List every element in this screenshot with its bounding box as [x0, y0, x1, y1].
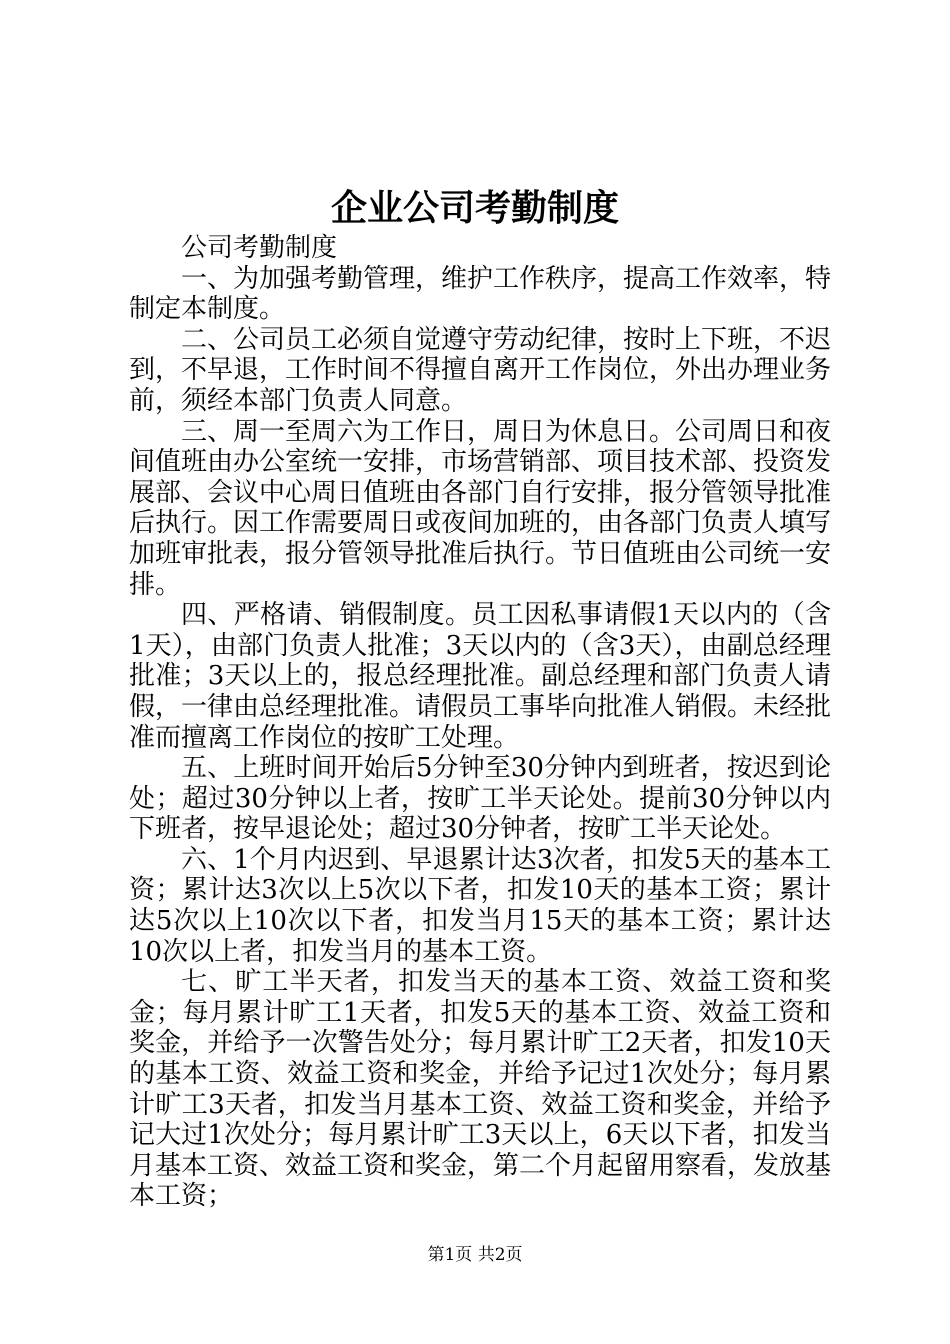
paragraph-5: 五、上班时间开始后5分钟至30分钟内到班者，按迟到论处；超过30分钟以上者，按旷工半天论处。提前30分钟以内下班者，按早退论处；超过30分钟者，按旷工半天论处。	[129, 753, 831, 845]
paragraph-6: 六、1个月内迟到、早退累计达3次者，扣发5天的基本工资；累计达3次以上5次以下者，扣发10天的基本工资；累计达5次以上10次以下者，扣发当月15天的基本工资；累计达10次以上者，扣发当月的基本工资。	[129, 844, 831, 967]
document-body	[129, 233, 831, 1212]
paragraph-1: 一、为加强考勤管理，维护工作秩序，提高工作效率，特制定本制度。	[129, 263, 832, 325]
paragraph-subtitle: 公司考勤制度	[181, 233, 338, 263]
paragraph-7: 七、旷工半天者，扣发当天的基本工资、效益工资和奖金；每月累计旷工1天者，扣发5天的基本工资、效益工资和奖金，并给予一次警告处分；每月累计旷工2天者，扣发10天的基本工资、效益工资和奖金，并给予记过1次处分；每月累计旷工3天者，扣发当月基本工资、效益工资和奖金，并给予记大过1次处分；每月累计旷工3天以上，6天以下者，扣发当月基本工资、效益工资和奖金，第二个月起留用察看，发放基本工资；	[129, 967, 832, 1212]
document-title: 企业公司考勤制度	[330, 187, 619, 229]
page-footer: 第1页 共2页	[427, 1245, 523, 1265]
paragraph-2: 二、公司员工必须自觉遵守劳动纪律，按时上下班，不迟到，不早退，工作时间不得擅自离开工作岗位，外出办理业务前，须经本部门负责人同意。	[129, 324, 832, 416]
paragraph-4: 四、严格请、销假制度。员工因私事请假1天以内的（含1天），由部门负责人批准；3天以内的（含3天），由副总经理批准；3天以上的，报总经理批准。副总经理和部门负责人请假，一律由总经理批准。请假员工事毕向批准人销假。未经批准而擅离工作岗位的按旷工处理。	[129, 600, 832, 753]
paragraph-3: 三、周一至周六为工作日，周日为休息日。公司周日和夜间值班由办公室统一安排，市场营销部、项目技术部、投资发展部、会议中心周日值班由各部门自行安排，报分管领导批准后执行。因工作需要周日或夜间加班的，由各部门负责人填写加班审批表，报分管领导批准后执行。节日值班由公司统一安排。	[129, 416, 832, 600]
